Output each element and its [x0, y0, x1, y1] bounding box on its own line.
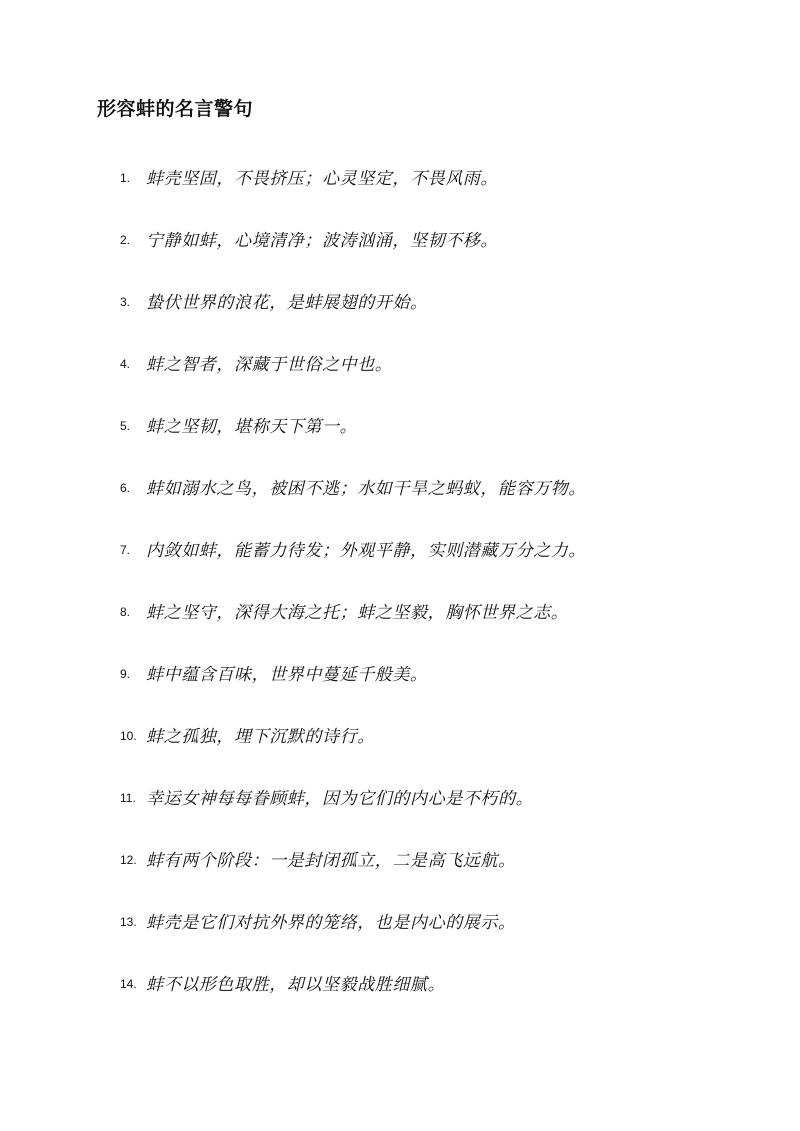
list-item — [120, 596, 568, 624]
list-item — [120, 162, 498, 190]
list-item — [120, 658, 428, 686]
item-number: 1. — [120, 170, 131, 185]
list-item — [120, 286, 428, 314]
item-text: 蚌壳是它们对抗外界的笼络，也是内心的展示。 — [146, 912, 516, 933]
item-number: 12. — [120, 852, 137, 867]
item-text: 幸运女神每每眷顾蚌，因为它们的内心是不朽的。 — [146, 788, 534, 809]
item-number: 2. — [120, 232, 131, 247]
item-text: 蚌之智者，深藏于世俗之中也。 — [146, 354, 393, 375]
item-number: 4. — [120, 356, 131, 371]
item-text: 蚌有两个阶段：一是封闭孤立，二是高飞远航。 — [146, 850, 516, 871]
item-number: 8. — [120, 604, 131, 619]
item-number: 5. — [120, 418, 131, 433]
page-title: 形容蚌的名言警句 — [97, 98, 254, 120]
list-item — [120, 720, 375, 748]
item-text: 蚌如溺水之鸟，被困不逃；水如干旱之蚂蚁，能容万物。 — [146, 478, 586, 499]
list-item — [120, 472, 586, 500]
item-text: 蚌之孤独，埋下沉默的诗行。 — [146, 726, 375, 747]
item-number: 3. — [120, 294, 131, 309]
item-number: 13. — [120, 914, 137, 929]
item-text: 蚌之坚韧，堪称天下第一。 — [146, 416, 358, 437]
list-item — [120, 968, 445, 996]
list-item — [120, 348, 392, 376]
item-number: 14. — [120, 976, 137, 991]
item-text: 蛰伏世界的浪花，是蚌展翅的开始。 — [146, 292, 428, 313]
item-number: 9. — [120, 666, 131, 681]
item-text: 蚌中蕴含百味，世界中蔓延千般美。 — [146, 664, 428, 685]
item-text: 蚌之坚守，深得大海之托；蚌之坚毅，胸怀世界之志。 — [146, 602, 569, 623]
item-text: 蚌不以形色取胜，却以坚毅战胜细腻。 — [146, 974, 446, 995]
list-item — [120, 410, 357, 438]
item-text: 内敛如蚌，能蓄力待发；外观平静，实则潜藏万分之力。 — [146, 540, 586, 561]
list-item — [120, 906, 516, 934]
item-text: 宁静如蚌，心境清净；波涛汹涌，坚韧不移。 — [146, 230, 498, 251]
item-text: 蚌壳坚固，不畏挤压；心灵坚定，不畏风雨。 — [146, 168, 498, 189]
list-item — [120, 782, 533, 810]
list-item — [120, 534, 586, 562]
list-item — [120, 844, 516, 872]
item-number: 6. — [120, 480, 131, 495]
item-number: 7. — [120, 542, 131, 557]
item-number: 11. — [120, 790, 136, 805]
list-item — [120, 224, 498, 252]
item-number: 10. — [120, 728, 137, 743]
